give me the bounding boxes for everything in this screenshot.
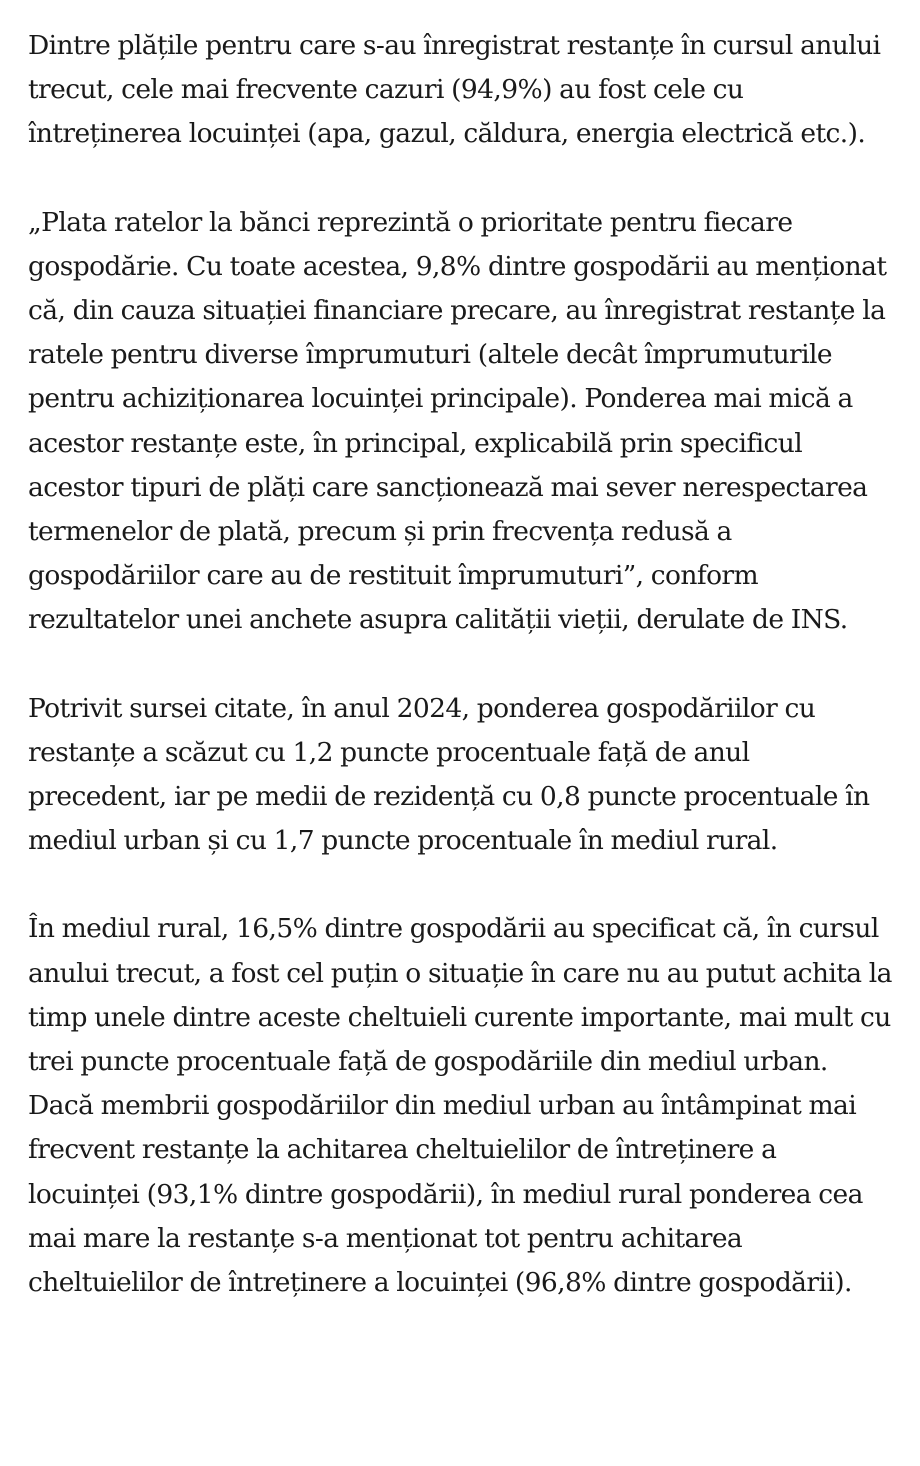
paragraph-bank-loans-quote: „Plata ratelor la bănci reprezintă o prioritate pentru fiecare gospodărie. Cu toate acestea, 9,8% dintre gospodării au menționat că, din cauza situației financiare precare, au înregistrat restanțe la ratele pentru diverse împrumuturi (altele decât împrumuturile pentru achiziționarea locuinței principale). Ponderea mai mică a acestor restanțe este, în principal, explicabilă prin specificul acestor tipuri de plăți care sancționează mai sever nerespectarea termenelor de plată, precum și prin frecvența redusă a gospodăriilor care au de restituit împrumuturi”, conform rezultatelor unei anchete asupra calității vieții, derulate de INS. xyxy=(28,206,887,636)
paragraph-2024-decrease: Potrivit sursei citate, în anul 2024, ponderea gospodăriilor cu restanțe a scăzut cu 1,2 puncte procentuale față de anul precedent, iar pe medii de rezidență cu 0,8 puncte procentuale în mediul urban și cu 1,7 puncte procentuale în mediul rural. xyxy=(28,692,870,857)
paragraph-payments-arrears: Dintre plățile pentru care s-au înregistrat restanțe în cursul anului trecut, cele mai frecvente cazuri (94,9%) au fost cele cu întreținerea locuinței (apa, gazul, căldura, energia electrică etc.). xyxy=(28,30,881,150)
paragraph-rural-urban: În mediul rural, 16,5% dintre gospodării au specificat că, în cursul anului trecut, a fost cel puțin o situație în care nu au putut achita la timp unele dintre aceste cheltuieli curente importante, mai mult cu trei puncte procentuale față de gospodăriile din mediul urban. Dacă membrii gospodăriilor din mediul urban au întâmpinat mai frecvent restanțe la achitarea cheltuielilor de întreținere a locuinței (93,1% dintre gospodării), în mediul rural ponderea cea mai mare la restanțe s-a menționat tot pentru achitarea cheltuielilor de întreținere a locuinței (96,8% dintre gospodării). xyxy=(28,913,892,1299)
